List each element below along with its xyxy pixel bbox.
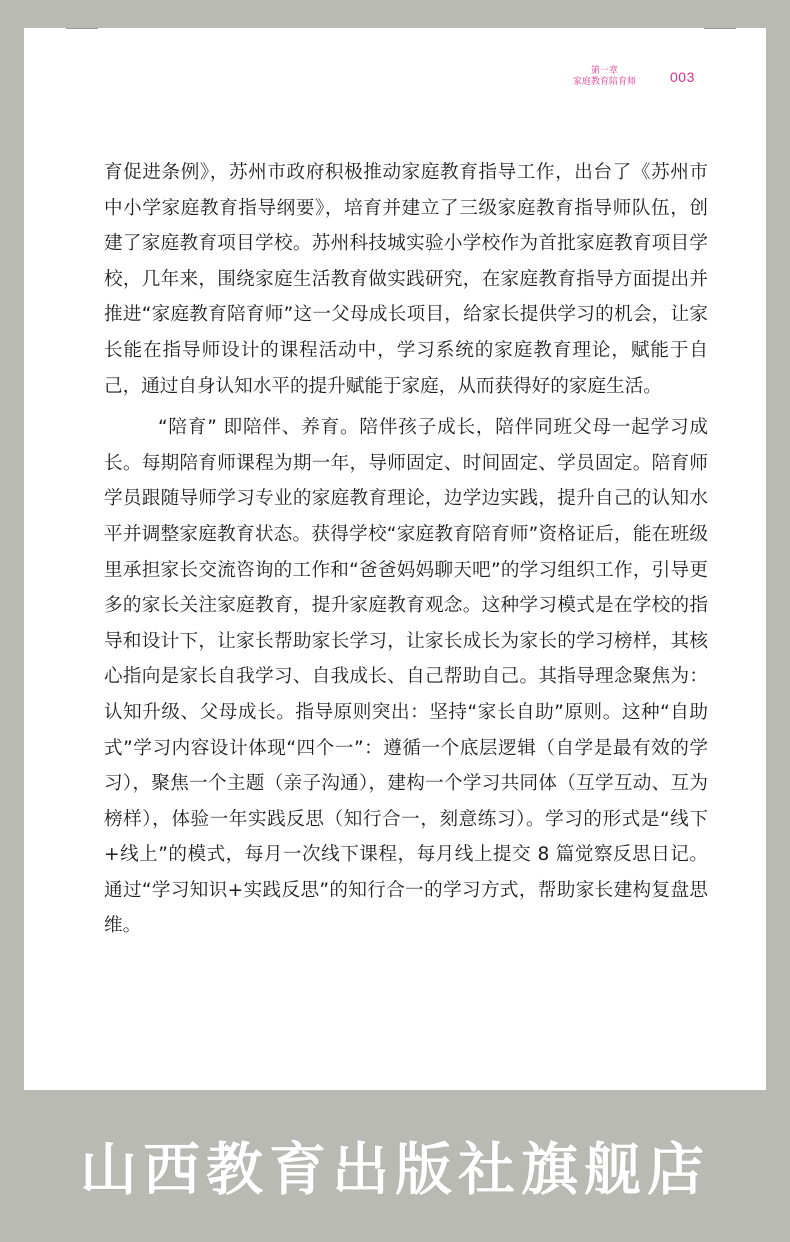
crop-mark-right bbox=[704, 28, 736, 29]
crop-mark-left bbox=[66, 28, 98, 29]
running-head bbox=[573, 66, 636, 88]
shop-name-banner: 山西教育出版社旗舰店 bbox=[80, 1137, 710, 1203]
paragraph: “陪育” 即陪伴、养育。陪伴孩子成长，陪伴同班父母一起学习成长。每期陪育师课程为期一年，导师固定、时间固定、学员固定。陪育师学员跟随导师学习专业的家庭教育理论，边学边实践，提升自己的认知水平并调整家庭教育状态。获得学校“家庭教育陪育师”资格证后，能在班级里承担家长交流咨询的工作和“爸爸妈妈聊天吧”的学习组织工作，引导更多的家长关注家庭教育，提升家庭教育观念。这种学习模式是在学校的指导和设计下，让家长帮助家长学习，让家长成长为家长的学习榜样，其核心指向是家长自我学习、自我成长、自己帮助自己。其指导理念聚焦为：认知升级、父母成长。指导原则突出：坚持“家长自助”原则。这种“自助式”学习内容设计体现“四个一”：遵循一个底层逻辑（自学是最有效的学习），聚焦一个主题（亲子沟通），建构一个学习共同体（互学互动、互为榜样），体验一年实践反思（知行合一，刻意练习）。学习的形式是“线下+线上”的模式，每月一次线下课程，每月线上提交 8 篇觉察反思日记。通过“学习知识+实践反思”的知行合一的学习方式，帮助家长建构复盘思维。 bbox=[104, 417, 708, 937]
body-text bbox=[104, 155, 708, 944]
paragraph: 育促进条例》，苏州市政府积极推动家庭教育指导工作，出台了《苏州市中小学家庭教育指导纲要》，培育并建立了三级家庭教育指导师队伍，创建了家庭教育项目学校。苏州科技城实验小学校作为首批家庭教育项目学校，几年来，围绕家庭生活教育做实践研究，在家庭教育指导方面提出并推进“家庭教育陪育师”这一父母成长项目，给家长提供学习的机会，让家长能在指导师设计的课程活动中，学习系统的家庭教育理论，赋能于自己，通过自身认知水平的提升赋能于家庭，从而获得好的家庭生活。 bbox=[104, 162, 708, 397]
chapter-title: 家庭教育陪育师 bbox=[572, 77, 636, 87]
chapter-label: 第一章 bbox=[590, 66, 618, 76]
page-number: 003 bbox=[670, 69, 695, 85]
book-page bbox=[24, 28, 766, 1090]
